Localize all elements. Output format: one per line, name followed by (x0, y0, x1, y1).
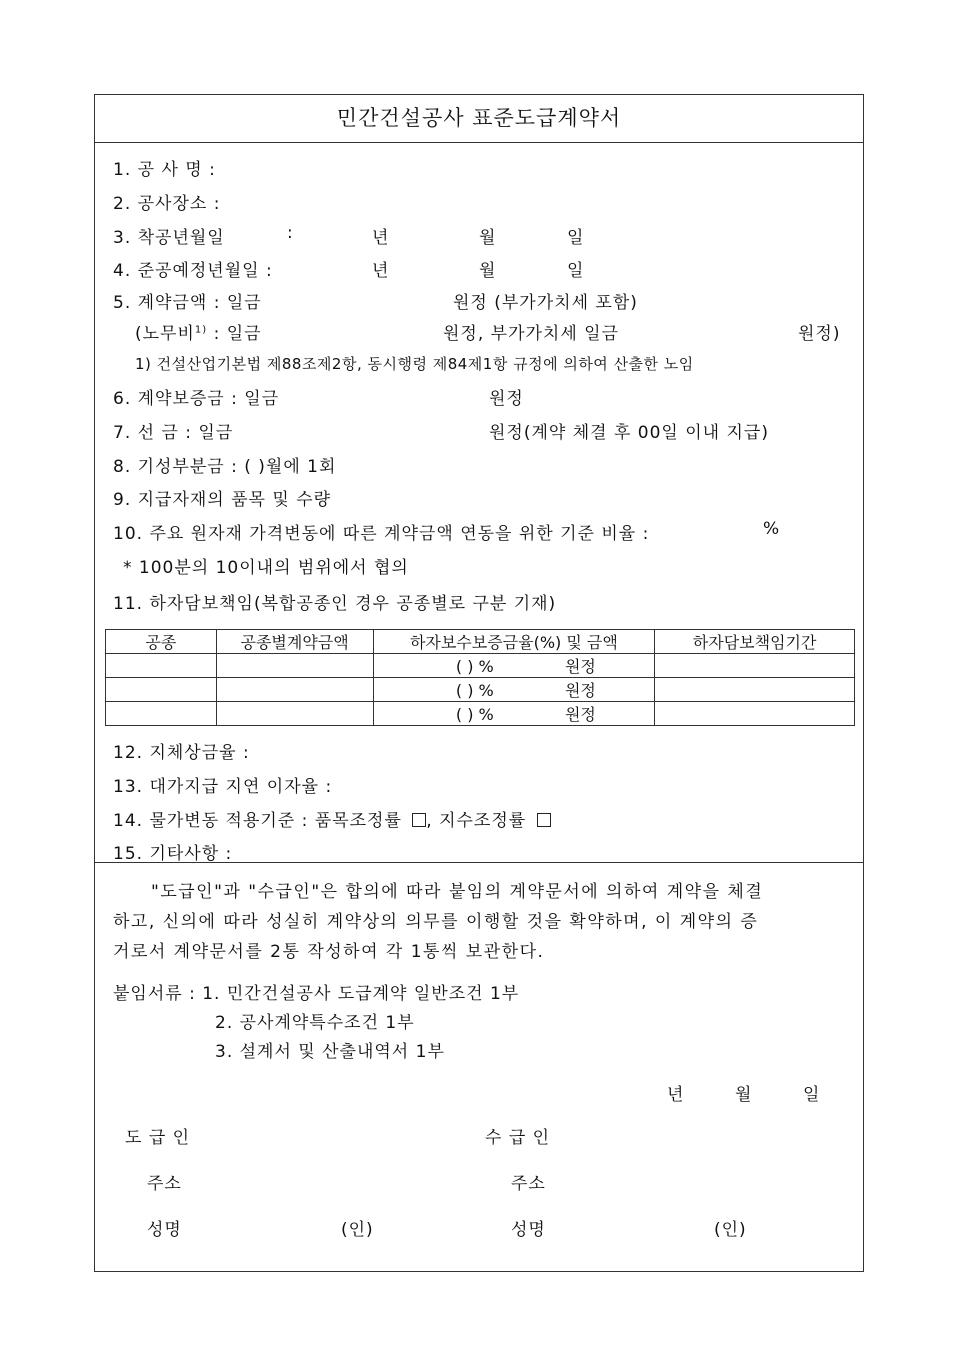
price-adjustment-index-label: , 지수조정률 (426, 811, 527, 831)
labor-cost-footnote-mark: 1) (194, 324, 208, 336)
signature-day-label: 일 (803, 1085, 821, 1105)
completion-day-label: 일 (567, 261, 585, 281)
table-cell-guarantee[interactable] (373, 678, 655, 702)
labor-cost-end: 원정) (798, 324, 841, 344)
table-row (106, 678, 855, 702)
owner-seal-mark: (인) (341, 1220, 374, 1240)
guarantee-won: 원정 (564, 657, 596, 676)
item-price-index-ratio: 10. 주요 원자재 가격변동에 따른 계약금액 연동을 위한 기준 비율 : (113, 524, 650, 544)
signature-month-label: 월 (735, 1085, 753, 1105)
item-late-penalty: 12. 지체상금율 : (113, 743, 250, 763)
guarantee-percent: ( ) % (455, 681, 494, 700)
item-defect-liability: 11. 하자담보책임(복합공종인 경우 공종별로 구분 기재) (113, 594, 557, 614)
owner-address-label: 주소 (147, 1174, 182, 1194)
table-header-row (106, 630, 855, 654)
contractor-address-label: 주소 (511, 1174, 546, 1194)
defect-liability-table (105, 629, 855, 726)
item-start-date-label: 3. 착공년월일 (113, 228, 225, 248)
labor-footnote: 1) 건설산업기본법 제88조제2항, 동시행령 제84제1항 규정에 의하여 산출한 노임 (135, 355, 694, 373)
col-header-period: 하자담보책임기간 (655, 630, 855, 654)
guarantee-percent: ( ) % (455, 705, 494, 724)
table-cell-amount[interactable] (216, 678, 373, 702)
labor-cost-line (135, 319, 262, 344)
owner-name-label: 성명 (147, 1220, 182, 1240)
contract-deposit-won: 원정 (489, 389, 524, 409)
item-contract-amount-label: 5. 계약금액 : 일금 (113, 293, 262, 313)
item-adjustment-checkbox[interactable] (412, 813, 426, 827)
item-advance-payment-label: 7. 선 금 : 일금 (113, 423, 234, 443)
completion-year-label: 년 (372, 261, 390, 281)
item-other-matters: 15. 기타사항 : (113, 844, 233, 864)
item-start-date-colon: : (287, 223, 294, 243)
guarantee-won: 원정 (564, 681, 596, 700)
item-progress-payment: 8. 기성부분금 : ( )월에 1회 (113, 457, 337, 477)
start-month-label: 월 (479, 228, 497, 248)
owner-label: 도 급 인 (125, 1128, 191, 1148)
completion-month-label: 월 (479, 261, 497, 281)
price-index-ratio-unit: % (763, 519, 781, 539)
labor-cost-won: 원정, 부가가치세 일금 (443, 324, 620, 344)
agreement-line-3: 거로서 계약문서를 2통 작성하여 각 1통씩 보관한다. (113, 942, 545, 962)
agreement-line-2: 하고, 신의에 따라 성실히 계약상의 의무를 이행할 것을 확약하며, 이 계약의 증 (113, 912, 759, 932)
col-header-guarantee: 하자보수보증금율(%) 및 금액 (373, 630, 655, 654)
attachments-label: 붙임서류 : 1. 민간건설공사 도급계약 일반조건 1부 (113, 984, 520, 1004)
col-header-work-type: 공종 (106, 630, 217, 654)
col-header-amount: 공종별계약금액 (216, 630, 373, 654)
item-supplied-materials: 9. 지급자재의 품목 및 수량 (113, 490, 332, 510)
document-title: 민간건설공사 표준도급계약서 (95, 95, 863, 143)
table-cell-period[interactable] (655, 678, 855, 702)
contract-amount-won: 원정 (부가가치세 포함) (453, 293, 638, 313)
table-row (106, 654, 855, 678)
section-divider (95, 862, 863, 863)
price-adjustment-item-label: 14. 물가변동 적용기준 : 품목조정률 (113, 811, 402, 831)
signature-year-label: 년 (667, 1085, 685, 1105)
labor-cost-label: (노무비 (135, 324, 195, 344)
table-cell-amount[interactable] (216, 654, 373, 678)
guarantee-percent: ( ) % (455, 657, 494, 676)
start-day-label: 일 (567, 228, 585, 248)
table-cell-period[interactable] (655, 654, 855, 678)
guarantee-won: 원정 (564, 705, 596, 724)
contractor-label: 수 급 인 (485, 1128, 551, 1148)
attachment-item-2: 2. 공사계약특수조건 1부 (215, 1013, 415, 1033)
item-project-name: 1. 공 사 명 : (113, 160, 216, 180)
start-year-label: 년 (372, 228, 390, 248)
index-adjustment-checkbox[interactable] (537, 813, 551, 827)
item-late-payment-interest: 13. 대가지급 지연 이자율 : (113, 777, 333, 797)
item-project-location: 2. 공사장소 : (113, 194, 221, 214)
table-cell-work-type[interactable] (106, 702, 217, 726)
table-cell-guarantee[interactable] (373, 654, 655, 678)
item-completion-date-label: 4. 준공예정년월일 : (113, 261, 273, 281)
agreement-line-1: "도급인"과 "수급인"은 합의에 따라 붙임의 계약문서에 의하여 계약을 체결 (151, 882, 764, 902)
item-contract-deposit-label: 6. 계약보증금 : 일금 (113, 389, 280, 409)
table-row (106, 702, 855, 726)
table-cell-work-type[interactable] (106, 654, 217, 678)
price-index-note: * 100분의 10이내의 범위에서 협의 (123, 558, 409, 578)
table-cell-amount[interactable] (216, 702, 373, 726)
agreement-paragraph (113, 877, 853, 967)
contractor-name-label: 성명 (511, 1220, 546, 1240)
table-cell-guarantee[interactable] (373, 702, 655, 726)
contract-form (94, 94, 864, 1272)
attachment-item-3: 3. 설계서 및 산출내역서 1부 (215, 1042, 445, 1062)
table-cell-work-type[interactable] (106, 678, 217, 702)
contractor-seal-mark: (인) (714, 1220, 747, 1240)
item-price-adjustment (113, 806, 551, 831)
table-cell-period[interactable] (655, 702, 855, 726)
advance-payment-won: 원정(계약 체결 후 00일 이내 지급) (489, 423, 769, 443)
labor-cost-amount-label: : 일금 (213, 324, 262, 344)
